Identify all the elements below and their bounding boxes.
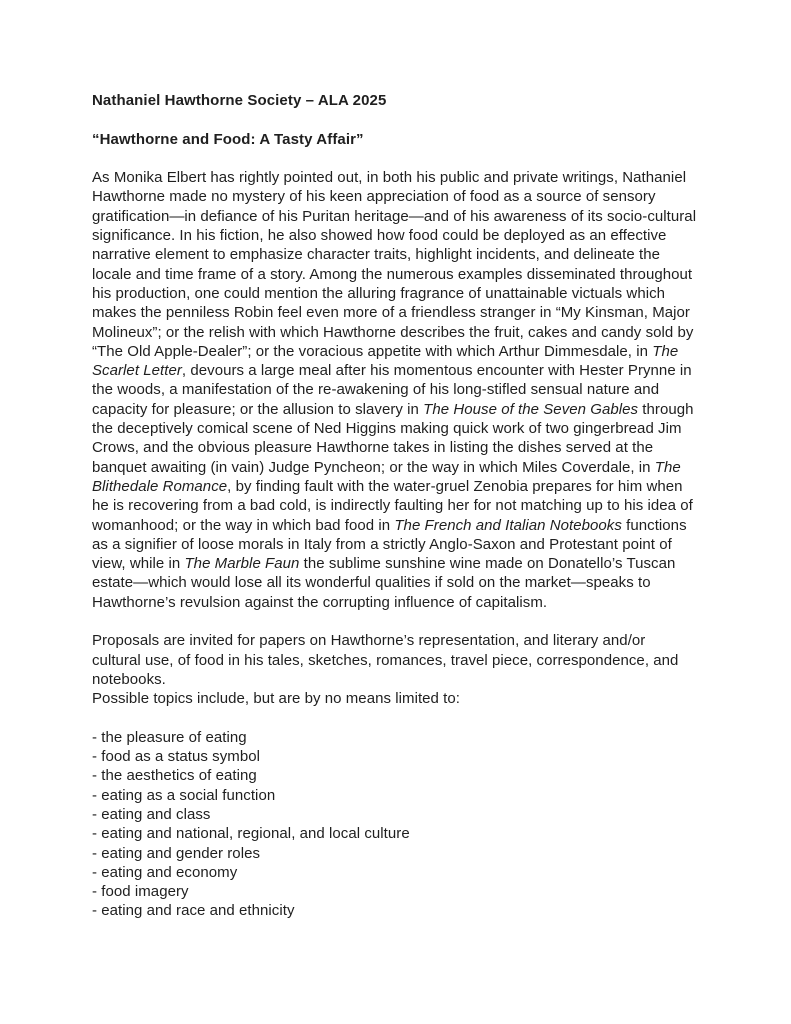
text-run: , devours a large meal after his momentous encounter with Hester Prynne in the woods, a manifestation of the re-awakening of his long-stifled sensual nature and capacity for pleasure; or the allusion to slavery in bbox=[92, 362, 692, 418]
topic-item: - the pleasure of eating bbox=[92, 728, 247, 746]
topic-item: - food imagery bbox=[92, 883, 189, 901]
topic-item: - eating as a social function bbox=[92, 786, 276, 804]
topics-list bbox=[92, 728, 698, 921]
topics-intro-text: Possible topics include, but are by no means limited to: bbox=[92, 690, 460, 708]
topic-item: - eating and gender roles bbox=[92, 844, 261, 862]
italic-text-run: The House of the Seven Gables bbox=[423, 400, 639, 418]
proposals-text: Proposals are invited for papers on Hawthorne’s representation, and literary and/or cultural use, of food in his tales, sketches, romances, travel piece, correspondence, and notebooks. bbox=[92, 632, 679, 688]
document-subtitle: “Hawthorne and Food: A Tasty Affair” bbox=[92, 130, 364, 148]
italic-text-run: The French and Italian Notebooks bbox=[394, 516, 622, 534]
text-run: through the deceptively comical scene of Ned Higgins making quick work of two gingerbread Jim Crows, and the obvious pleasure Hawthorne takes in listing the dishes served at the banquet awaiting (in vain) Judge Pyncheon; or the way in which Miles Coverdale, in bbox=[92, 400, 694, 476]
call-for-papers-block bbox=[92, 631, 698, 708]
text-run: the sublime sunshine wine made on Donatello’s Tuscan estate—which would lose all its wonderful qualities if sold on the market—speaks to Hawthorne’s revulsion against the corrupting influence of capitalism. bbox=[92, 555, 676, 611]
topic-item: - eating and national, regional, and local culture bbox=[92, 825, 410, 843]
intro-paragraph bbox=[92, 168, 698, 612]
document-title: Nathaniel Hawthorne Society – ALA 2025 bbox=[92, 92, 387, 109]
topic-item: - eating and race and ethnicity bbox=[92, 902, 295, 920]
text-run: As Monika Elbert has rightly pointed out, in both his public and private writings, Nathaniel Hawthorne made no mystery of his keen appreciation of food as a source of sensory gratification—in defiance of his Puritan heritage—and of his awareness of its socio-cultural significance. In his fiction, he also showed how food could be deployed as an effective narrative element to emphasize character traits, highlight incidents, and delineate the locale and time frame of a story. Among the numerous examples disseminated throughout his production, one could mention the alluring fragrance of unattainable victuals which makes the penniless Robin feel even more of a friendless stranger in “My Kinsman, Major Molineux”; or the relish with which Hawthorne describes the fruit, cakes and candy sold by “The Old Apple-Dealer”; or the voracious appetite with which Arthur Dimmesdale, in bbox=[92, 169, 697, 360]
text-run: functions as a signifier of loose morals in Italy from a strictly Anglo-Saxon and Protestant point of view, while in bbox=[92, 516, 687, 573]
topic-item: - the aesthetics of eating bbox=[92, 767, 257, 785]
topic-item: - eating and class bbox=[92, 805, 211, 823]
italic-text-run: The Scarlet Letter bbox=[92, 342, 679, 380]
topic-item: - food as a status symbol bbox=[92, 748, 260, 766]
text-run: , by finding fault with the water-gruel Zenobia prepares for him when he is recovering from a bad cold, is indirectly faulting her for not matching up to his idea of womanhood; or the way in which bad food in bbox=[92, 477, 693, 534]
topic-item: - eating and economy bbox=[92, 863, 238, 881]
italic-text-run: The Blithedale Romance bbox=[92, 458, 681, 495]
italic-text-run: The Marble Faun bbox=[184, 555, 300, 573]
